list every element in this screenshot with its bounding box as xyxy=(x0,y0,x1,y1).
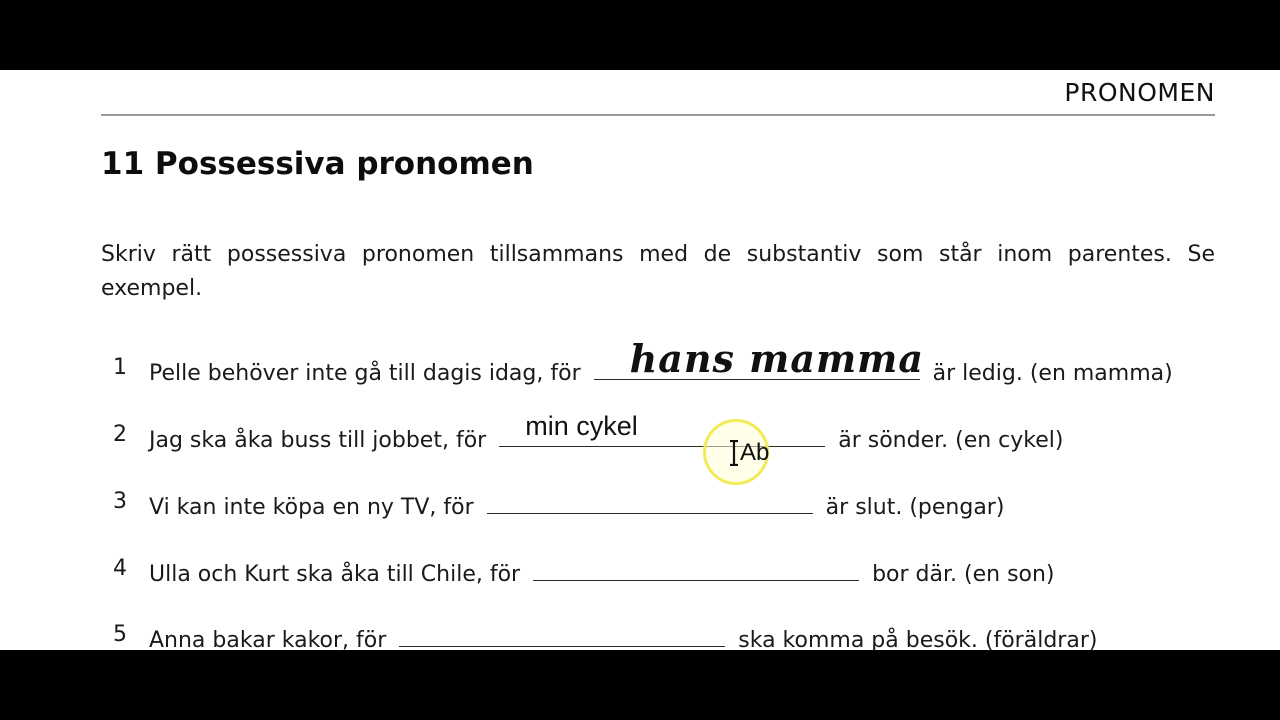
video-letterbox-bottom xyxy=(0,650,1280,720)
video-letterbox-top xyxy=(0,0,1280,70)
answer-blank[interactable] xyxy=(533,556,859,581)
worksheet-page xyxy=(0,70,1280,650)
exercise-item-1 xyxy=(0,336,1280,395)
sentence-end: ska komma på besök. (föräldrar) xyxy=(738,628,1098,650)
sentence-start: Anna bakar kakor, för xyxy=(149,628,387,650)
exercise-instructions: Skriv rätt possessiva pronomen tillsammans med de substantiv som står inom parentes. Se exempel. xyxy=(101,242,1215,301)
sentence-end: är sönder. (en cykel) xyxy=(838,428,1064,453)
item-sentence xyxy=(149,336,1173,386)
text-cursor-icon xyxy=(729,440,739,466)
answer-blank[interactable] xyxy=(399,622,725,647)
item-number: 1 xyxy=(113,355,127,380)
sentence-start: Pelle behöver inte gå till dagis idag, för xyxy=(149,361,581,386)
item-number: 5 xyxy=(113,622,127,647)
exercise-title: 11 Possessiva pronomen xyxy=(101,146,534,182)
item-sentence xyxy=(149,411,1064,453)
exercise-item-5 xyxy=(0,622,1280,650)
item-number: 3 xyxy=(113,489,127,514)
exercise-item-2 xyxy=(0,411,1280,462)
answer-blank[interactable] xyxy=(487,489,813,514)
item-number: 4 xyxy=(113,556,127,581)
sentence-end: är slut. (pengar) xyxy=(825,495,1005,520)
header-rule xyxy=(101,114,1215,116)
running-head: PRONOMEN xyxy=(1064,78,1215,107)
answer-blank[interactable] xyxy=(594,336,924,381)
sentence-start: Jag ska åka buss till jobbet, för xyxy=(149,428,487,453)
sentence-start: Vi kan inte köpa en ny TV, för xyxy=(149,495,474,520)
item-number: 2 xyxy=(113,422,127,447)
exercise-item-4 xyxy=(0,556,1280,596)
sentence-end: är ledig. (en mamma) xyxy=(932,361,1173,386)
answer-blank[interactable] xyxy=(499,411,825,447)
sentence-end: bor där. (en son) xyxy=(872,562,1055,587)
sentence-start: Ulla och Kurt ska åka till Chile, för xyxy=(149,562,521,587)
exercise-item-3 xyxy=(0,489,1280,529)
item-sentence xyxy=(149,622,1097,650)
item-sentence xyxy=(149,489,1004,520)
item-sentence xyxy=(149,556,1055,587)
typed-answer: min cykel xyxy=(525,411,638,441)
cursor-tool-label: Ab xyxy=(740,439,770,466)
handwritten-answer: hans mamma xyxy=(629,336,924,381)
